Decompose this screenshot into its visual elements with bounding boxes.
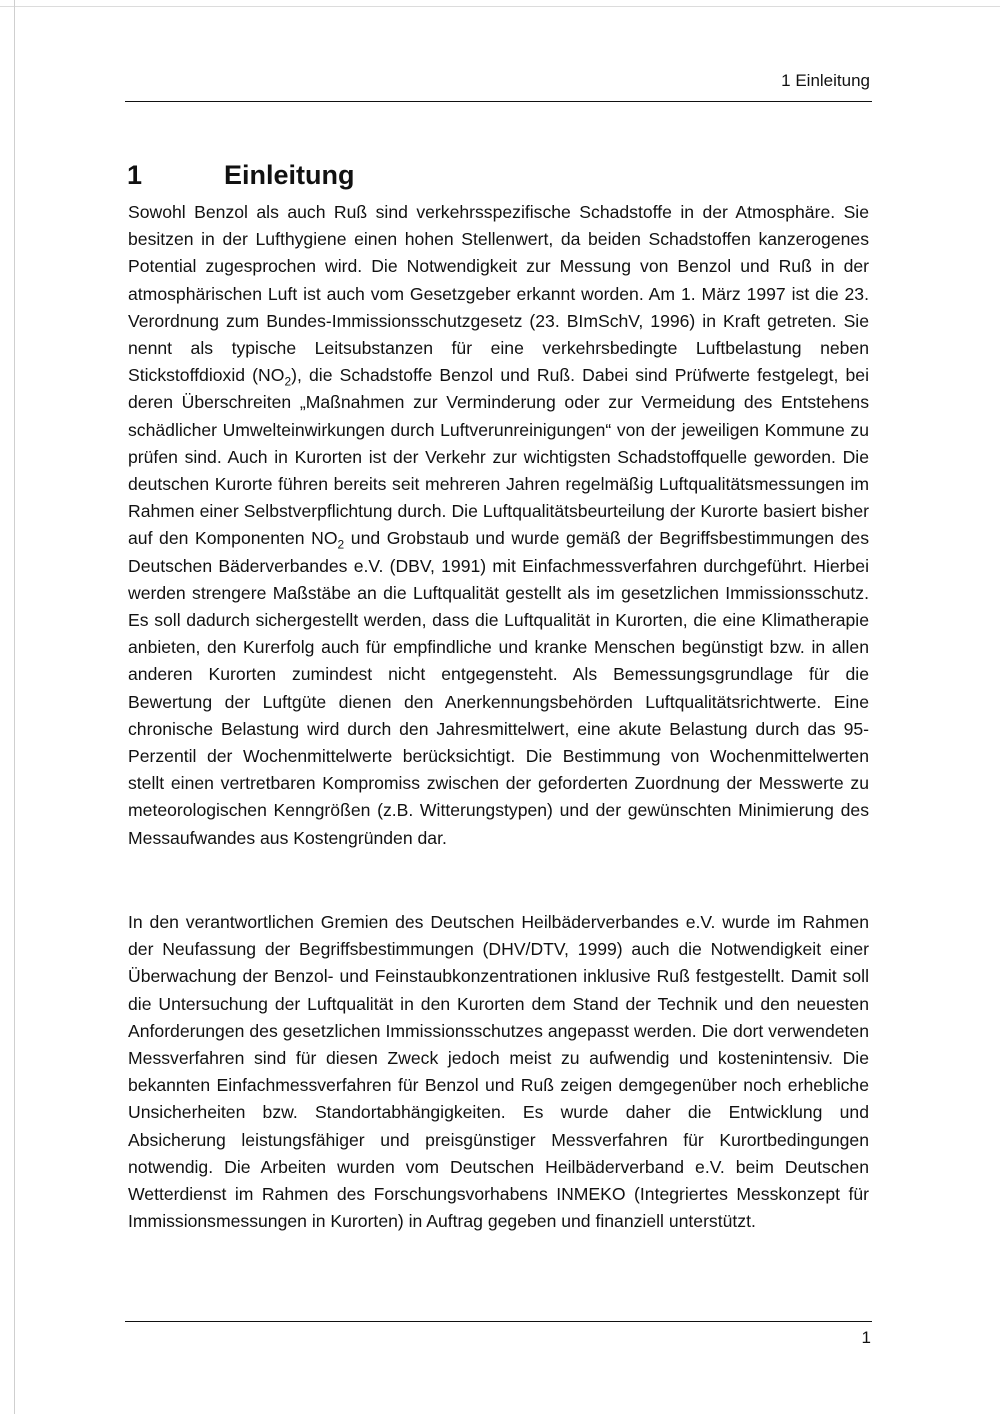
subscript: 2	[284, 374, 292, 389]
subscript: 2	[337, 537, 345, 552]
scan-border-left	[14, 0, 15, 1414]
running-header: 1 Einleitung	[781, 71, 870, 90]
body-paragraph-1	[128, 199, 869, 852]
paragraph-segment: Sowohl Benzol als auch Ruß sind verkehrsspezifische Schadstoffe in der Atmosphäre. Sie besitzen in der Lufthygiene einen hohen Stellenwert, da beiden Schadstoffen kanzerogenes Potential zugesprochen wird. Die Notwendigkeit zur Messung von Benzol und Ruß in der atmosphärischen Luft ist auch vom Gesetzgeber erkannt worden. Am 1. März 1997 ist die 23. Verordnung zum Bundes-Immissionsschutzgesetz (23. BImSchV, 1996) in Kraft getreten. Sie nennt als typische Leitsubstanzen für eine verkehrsbedingte Luftbelastung neben Stickstoffdioxid (NO	[128, 202, 869, 386]
chapter-heading	[127, 158, 827, 192]
paragraph-segment: ), die Schadstoffe Benzol und Ruß. Dabei sind Prüfwerte festgelegt, bei deren Überschreiten „Maßnahmen zur Verminderung oder zur Vermeidung des Entstehens schädlicher Umwelteinwirkungen durch Luftverunreinigungen“ von der jeweiligen Kommune zu prüfen sind. Auch in Kurorten ist der Verkehr zur wichtigsten Schadstoffquelle geworden. Die deutschen Kurorte führen bereits seit mehreren Jahren regelmäßig Luftqualitätsmessungen im Rahmen einer Selbstverpflichtung durch. Die Luftqualitätsbeurteilung der Kurorte basiert bisher auf den Komponenten NO	[128, 365, 869, 549]
chapter-number: 1	[127, 160, 143, 191]
paragraph-segment: und Grobstaub und wurde gemäß der Begriffsbestimmungen des Deutschen Bäderverbandes e.V. (DBV, 1991) mit Einfachmessverfahren durchgeführt. Hierbei werden strengere Maßstäbe an die Luftqualität gestellt als im gesetzlichen Immissionsschutz. Es soll dadurch sichergestellt werden, dass die Luftqualität in Kurorten, die eine Klimatherapie anbieten, den Kurerfolg auch für empfindliche und kranke Menschen begünstigt bzw. in allen anderen Kurorten zumindest nicht entgegensteht. Als Bemessungsgrundlage für die Bewertung der Luftgüte dienen den Anerkennungsbehörden Luftqualitätsrichtwerte. Eine chronische Belastung wird durch den Jahresmittelwert, eine akute Belastung durch das 95-Perzentil der Wochenmittelwerte berücksichtigt. Die Bestimmung von Wochenmittelwerten stellt einen vertretbaren Kompromiss zwischen der geforderten Zuordnung der Messwerte zu meteorologischen Kenngrößen (z.B. Witterungstypen) und der gewünschten Minimierung des Messaufwandes aus Kostengründen dar.	[128, 528, 869, 848]
header-rule	[125, 101, 872, 102]
paragraph-text	[128, 199, 869, 852]
footer-rule	[125, 1321, 872, 1322]
chapter-title: Einleitung	[224, 160, 355, 191]
scan-border-top	[0, 6, 1000, 7]
page-number: 1	[861, 1328, 871, 1347]
paragraph-text: In den verantwortlichen Gremien des Deutschen Heilbäderverbandes e.V. wurde im Rahmen der Neufassung der Begriffsbestimmungen (DHV/DTV, 1999) auch die Notwendigkeit einer Überwachung der Benzol- und Feinstaubkonzentrationen inklusive Ruß festgestellt. Damit soll die Untersuchung der Luftqualität in den Kurorten dem Stand der Technik und den neuesten Anforderungen des gesetzlichen Immissionsschutzes angepasst werden. Die dort verwendeten Messverfahren sind für diesen Zweck jedoch meist zu aufwendig und kostenintensiv. Die bekannten Einfachmessverfahren für Benzol und Ruß zeigen demgegenüber noch erhebliche Unsicherheiten bzw. Standortabhängigkeiten. Es wurde daher die Entwicklung und Absicherung leistungsfähiger und preisgünstiger Messverfahren für Kurortbedingungen notwendig. Die Arbeiten wurden vom Deutschen Heilbäderverband e.V. beim Deutschen Wetterdienst im Rahmen des Forschungsvorhabens INMEKO (Integriertes Messkonzept für Immissionsmessungen in Kurorten) in Auftrag gegeben und finanziell unterstützt.	[128, 912, 869, 1232]
body-paragraph-2	[128, 909, 869, 1235]
